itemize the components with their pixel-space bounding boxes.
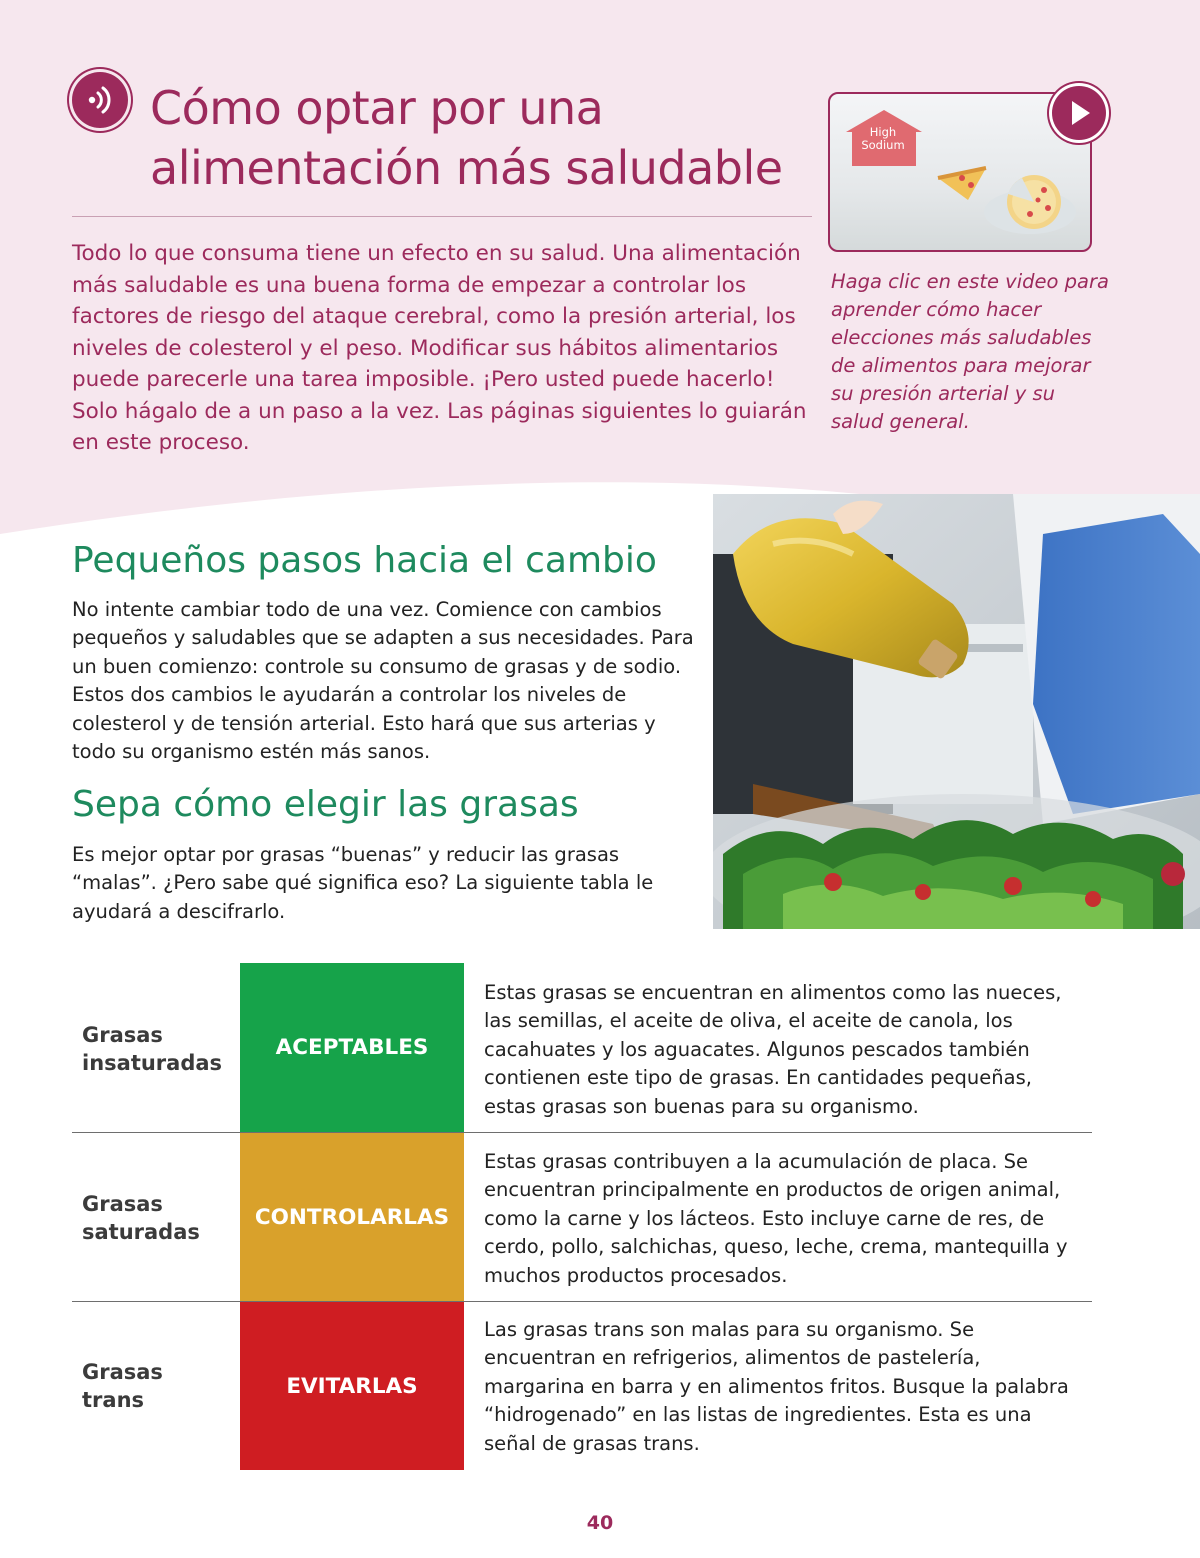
heading-choose-fats: Sepa cómo elegir las grasas <box>72 784 579 825</box>
audio-button[interactable] <box>72 72 128 128</box>
pizza-plate-icon <box>982 170 1078 236</box>
table-row <box>72 1133 1092 1302</box>
page-title-line-1: Cómo optar por una <box>150 81 604 135</box>
page-number: 40 <box>586 1512 614 1534</box>
fat-description: Estas grasas se encuentran en alimentos como las nueces, las semillas, el aceite de oliva, el aceite de canola, los cacahuates y los aguacates. Algunos pescados también contienen este tipo de grasas. En cantidades pequeñas, estas grasas son buenas para su organismo. <box>484 981 1062 1118</box>
table-row <box>72 963 1092 1133</box>
verdict-badge: ACEPTABLES <box>240 963 464 1132</box>
fat-type-label: Grasas insaturadas <box>82 1023 223 1075</box>
fat-type-label: Grasas saturadas <box>82 1192 200 1244</box>
small-steps-paragraph: No intente cambiar todo de una vez. Comience con cambios pequeños y saludables que se adapten a sus necesidades. Para un buen comienzo: controle su consumo de grasas y de sodio. Estos dos cambios le ayudarán a controlar los niveles de colesterol y de tensión arterial. Esto hará que sus arterias y todo su organismo estén más sanos. <box>72 598 694 764</box>
table-row <box>72 1302 1092 1470</box>
verdict-badge: CONTROLARLAS <box>240 1133 464 1301</box>
olive-oil-salad-photo <box>713 494 1200 929</box>
high-sodium-label: High Sodium <box>861 125 905 152</box>
video-caption: Haga clic en este video para aprender cómo hacer elecciones más saludables de alimentos para mejorar su presión arterial y su salud general. <box>831 270 1109 433</box>
intro-paragraph: Todo lo que consuma tiene un efecto en su salud. Una alimentación más saludable es una buena forma de empezar a controlar los factores de riesgo del ataque cerebral, como la presión arterial, los niveles de colesterol y el peso. Modificar sus hábitos alimentarios puede parecerle una tarea imposible. ¡Pero usted puede hacerlo! Solo hágalo de a un paso a la vez. Las páginas siguientes lo guiarán en este proceso. <box>72 241 807 455</box>
heading-small-steps: Pequeños pasos hacia el cambio <box>72 540 657 581</box>
fats-paragraph: Es mejor optar por grasas “buenas” y reducir las grasas “malas”. ¿Pero sabe qué significa eso? La siguiente tabla le ayudará a descifrarlo. <box>72 843 654 923</box>
page-title <box>150 78 830 198</box>
fat-description: Estas grasas contribuyen a la acumulación de placa. Se encuentran principalmente en productos de origen animal, como la carne y los lácteos. Esto incluye carne de res, de cerdo, pollo, salchichas, queso, leche, crema, mantequilla y muchos productos procesados. <box>484 1150 1068 1287</box>
speaker-audio-icon <box>83 85 117 115</box>
play-icon <box>1066 99 1092 127</box>
title-divider <box>72 216 812 217</box>
play-video-button[interactable] <box>1052 86 1106 140</box>
fat-description: Las grasas trans son malas para su organismo. Se encuentran en refrigerios, alimentos de pastelería, margarina en barra y en alimentos fritos. Busque la palabra “hidrogenado” en las listas de ingredientes. Esta es una señal de grasas trans. <box>484 1318 1069 1455</box>
fat-type-label: Grasas trans <box>82 1360 163 1412</box>
verdict-badge: EVITARLAS <box>240 1302 464 1470</box>
page-title-line-2: alimentación más saludable <box>150 141 783 195</box>
